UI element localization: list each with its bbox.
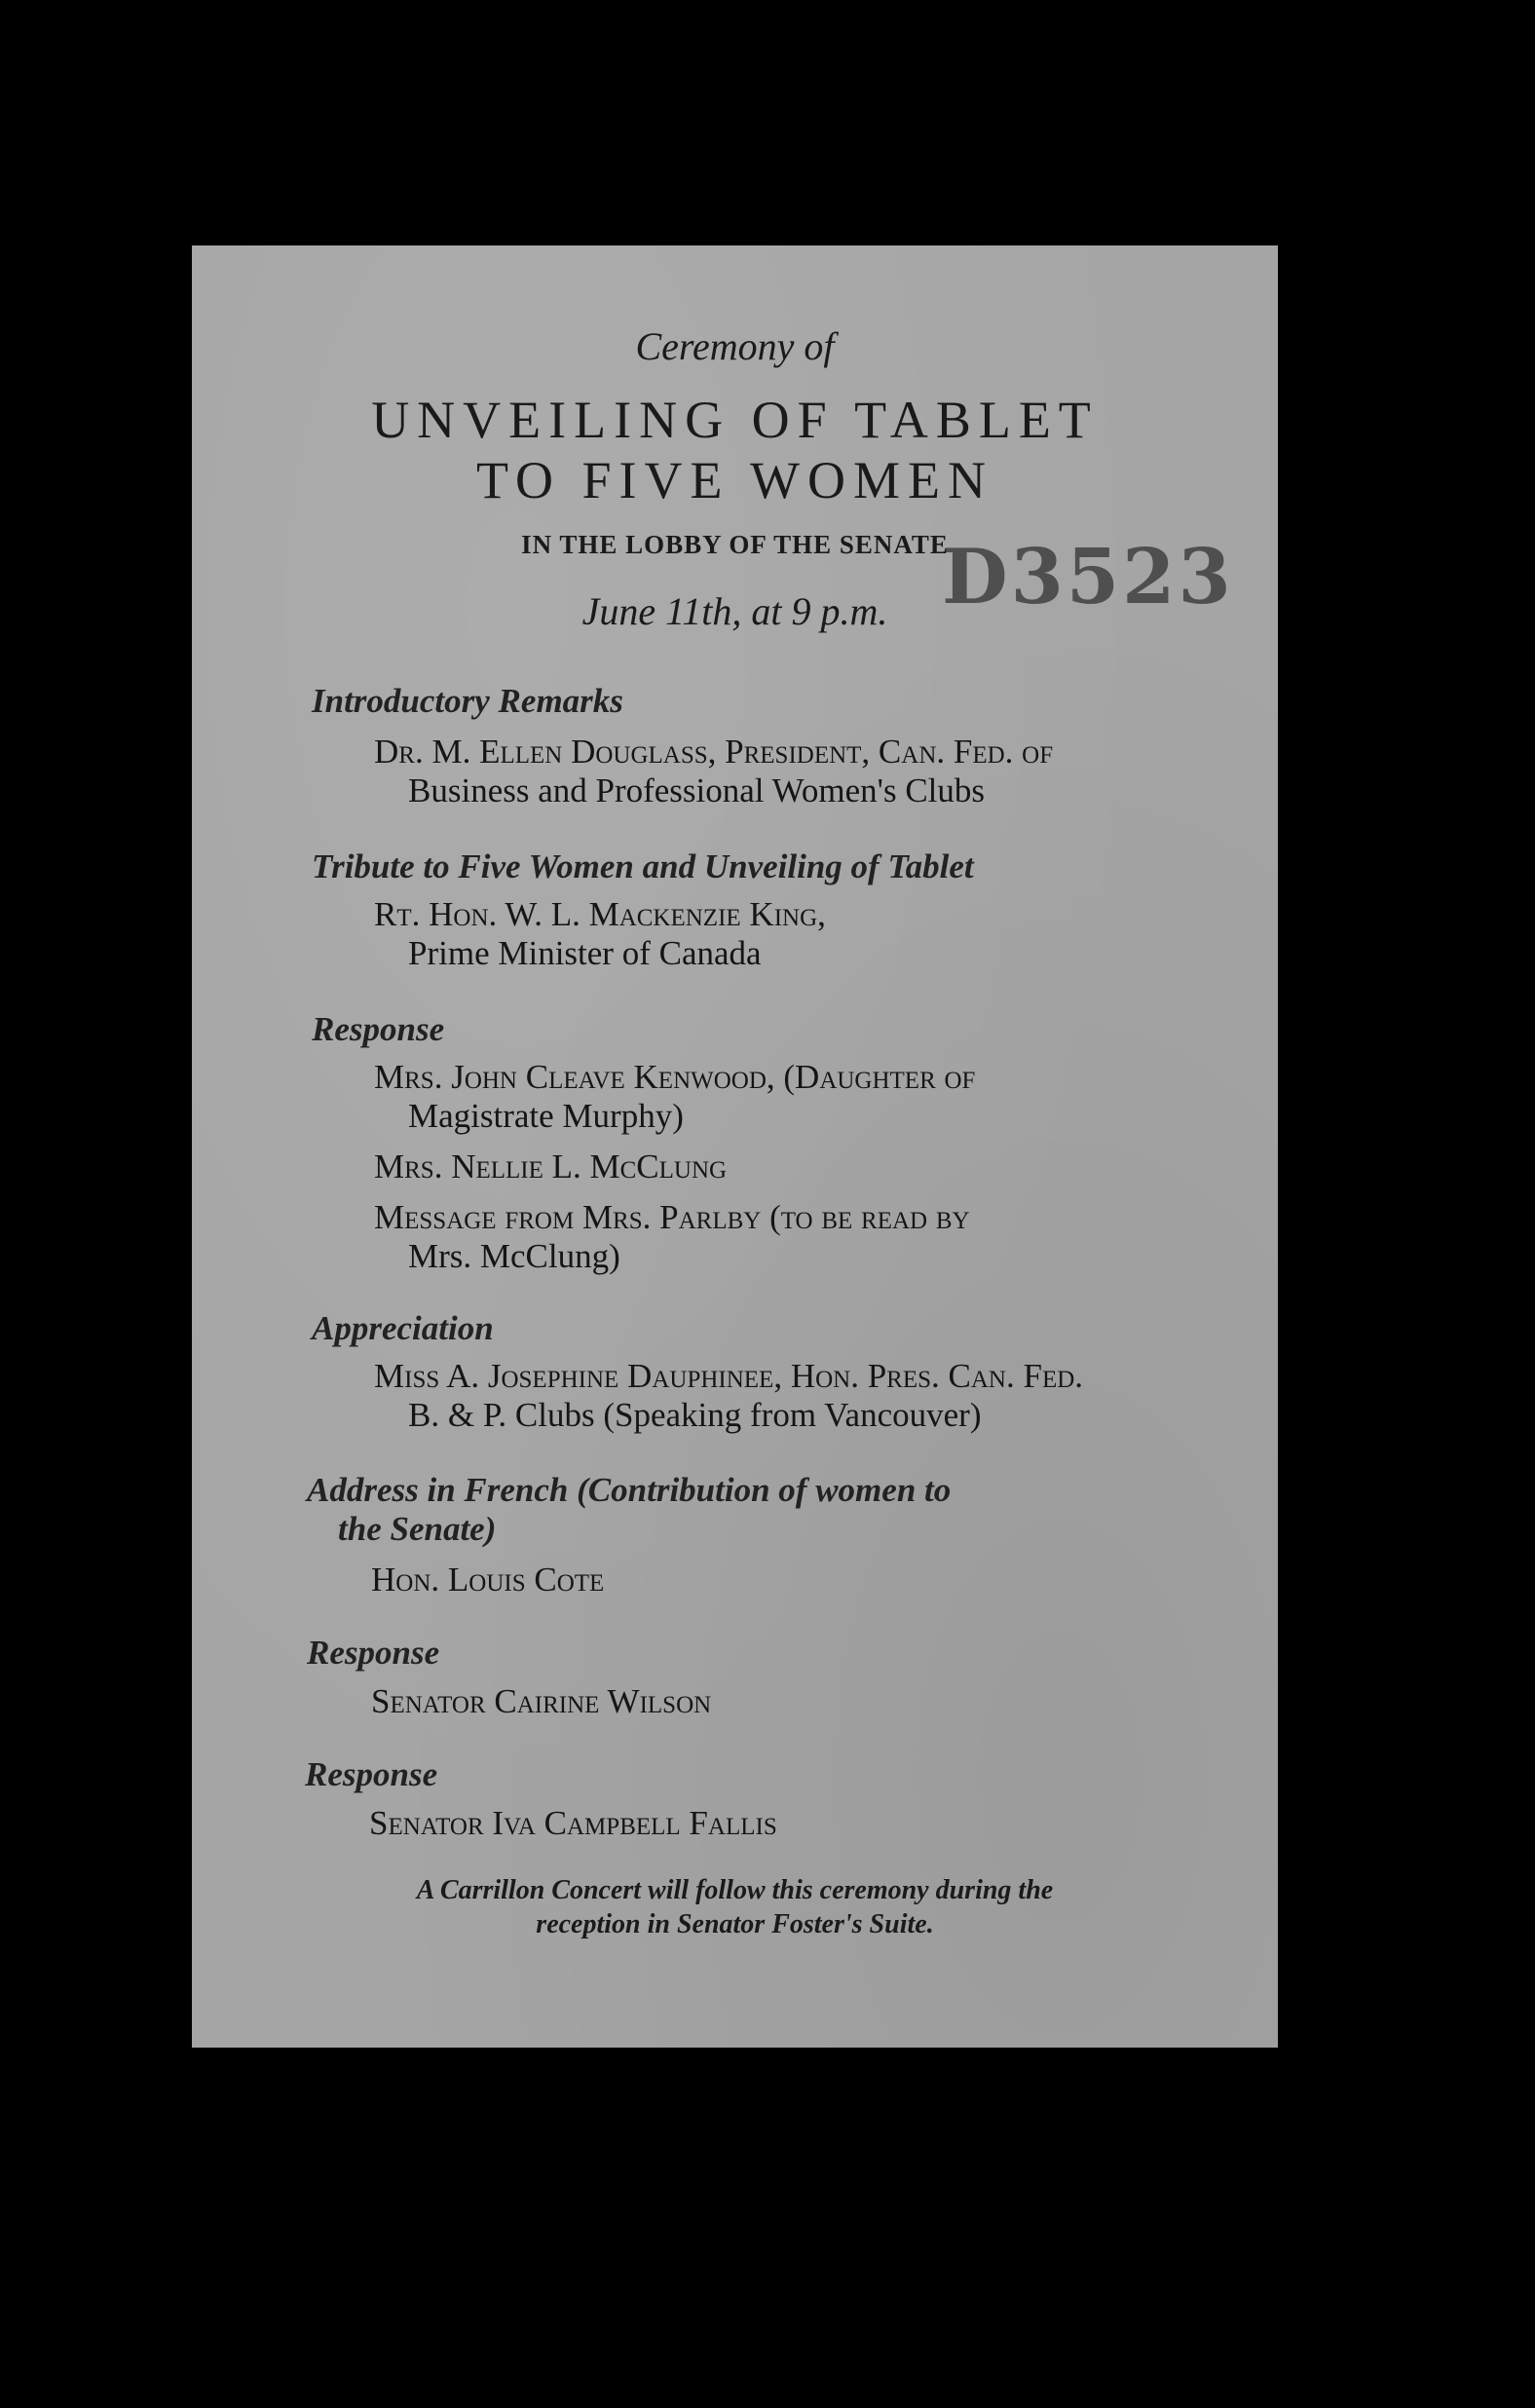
title-line-2: TO FIVE WOMEN [476,451,993,509]
speaker-line: B. & P. Clubs (Speaking from Vancouver) [408,1396,982,1434]
date-time-line: June 11th, at 9 p.m. [581,589,888,633]
speaker-line: Mrs. John Cleave Kenwood, (Daughter of [374,1058,976,1096]
speaker-line: Magistrate Murphy) [408,1097,684,1135]
speaker-line: Senator Iva Campbell Fallis [369,1804,777,1842]
section-heading-tribute: Tribute to Five Women and Unveiling of Tablet [312,847,974,885]
ceremony-label: Ceremony of [635,324,835,368]
speaker-line: Mrs. McClung) [408,1237,620,1275]
section-heading-address-french-cont: the Senate) [338,1510,497,1548]
section-heading-address-french: Address in French (Contribution of women to [307,1471,952,1509]
speaker-line: Miss A. Josephine Dauphinee, Hon. Pres. Can. Fed. [374,1357,1084,1395]
title-line-1: UNVEILING OF TABLET [371,391,1099,449]
footer-note-line-2: reception in Senator Foster's Suite. [536,1909,934,1939]
speaker-line: Dr. M. Ellen Douglass, President, Can. Fed. of [374,733,1054,771]
section-heading-appreciation: Appreciation [312,1309,494,1347]
speaker-line: Message from Mrs. Parlby (to be read by [374,1198,970,1236]
location-line: IN THE LOBBY OF THE SENATE [521,530,949,559]
speaker-line: Mrs. Nellie L. McClung [374,1148,728,1185]
section-heading-introductory: Introductory Remarks [312,682,623,720]
speaker-line: Hon. Louis Cote [371,1561,605,1599]
section-heading-response: Response [305,1755,438,1793]
speaker-line: Prime Minister of Canada [408,934,762,972]
program-card [192,245,1278,2048]
speaker-line: Business and Professional Women's Clubs [408,771,986,809]
speaker-line: Senator Cairine Wilson [371,1682,712,1720]
speaker-line: Rt. Hon. W. L. Mackenzie King, [374,895,826,933]
section-heading-response: Response [307,1634,440,1672]
footer-note-line-1: A Carrillon Concert will follow this ceremony during the [416,1875,1054,1905]
section-heading-response: Response [312,1010,445,1048]
archive-stamp: D3523 [942,533,1234,621]
